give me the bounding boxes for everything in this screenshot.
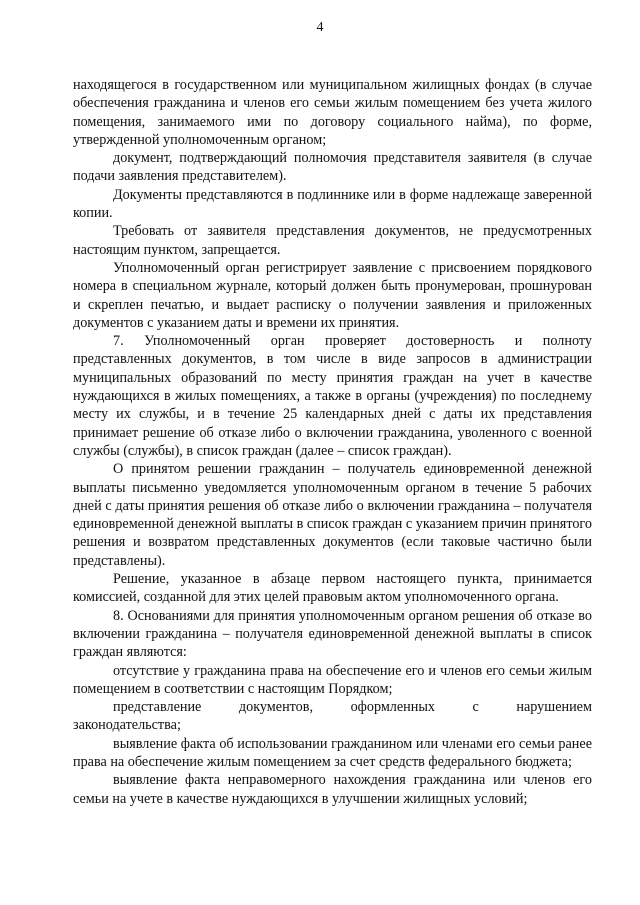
spread-line <box>73 698 592 716</box>
paragraph: Уполномоченный орган регистрирует заявление с присвоением порядкового номера в специальном журнале, который должен быть пронумерован, прошнурован и скреплен печатью, и выдает расписку о получении заявления и приложенных документов с указанием даты и времени их принятия. <box>73 259 592 331</box>
spread-word: документов, <box>238 699 314 716</box>
paragraph: выявление факта неправомерного нахождения гражданина или членов его семьи на учете в качестве нуждающихся в улучшении жилищных условий; <box>73 772 592 807</box>
spread-word: оформленных <box>350 699 435 716</box>
page-number: 4 <box>316 20 324 35</box>
paragraph: Решение, указанное в абзаце первом настоящего пункта, принимается комиссией, созданной для этих целей правовым актом уполномоченного органа. <box>73 571 592 606</box>
paragraph: 7. Уполномоченный орган проверяет достоверность и полноту представленных документов, в том числе в виде запросов в администрации муниципальных образований по месту принятия граждан на учет в качестве нуждающихся в жилых помещениях, а также в органы (учреждения) по последнему месту их службы, и в течение 25 календарных дней с даты их представления принимает решение об отказе либо о включении гражданина, уволенного с военной службы (службы), в список граждан (далее – список граждан). <box>73 333 592 459</box>
paragraph: выявление факта об использовании гражданином или членами его семьи ранее права на обеспечение жилым помещением за счет средств федерального бюджета; <box>73 735 592 770</box>
spread-word: нарушением <box>516 699 592 716</box>
paragraph: отсутствие у гражданина права на обеспечение его и членов его семьи жилым помещением в соответствии с настоящим Порядком; <box>73 662 592 697</box>
paragraph: 8. Основаниями для принятия уполномоченным органом решения об отказе во включении гражданина – получателя единовременной денежной выплаты в список граждан являются: <box>73 607 592 661</box>
paragraph: документ, подтверждающий полномочия представителя заявителя (в случае подачи заявления представителем). <box>73 150 592 185</box>
spread-word: представление <box>113 699 202 716</box>
paragraph-continuation: законодательства; <box>73 717 181 734</box>
paragraph: Документы представляются в подлиннике или в форме надлежаще заверенной копии. <box>73 186 592 222</box>
paragraph: находящегося в государственном или муниципальном жилищных фондах (в случае обеспечения гражданина и членов его семьи жилым помещением без учета жилого помещения, занимаемого ими по договору социального найма), по форме, утвержденной уполномоченным органом; <box>73 77 592 148</box>
paragraph: Требовать от заявителя представления документов, не предусмотренных настоящим пунктом, запрещается. <box>73 223 592 258</box>
spread-word: с <box>472 699 479 716</box>
paragraph: О принятом решении гражданин – получатель единовременной денежной выплаты письменно уведомляется уполномоченным органом в течение 5 рабочих дней с даты принятия решения об отказе либо о включении гражданина – получателя единовременной денежной выплаты в список граждан с указанием причин принятого решения и возвратом представленных документов (если таковые частично были представлены). <box>73 461 592 569</box>
document-body <box>73 76 592 808</box>
